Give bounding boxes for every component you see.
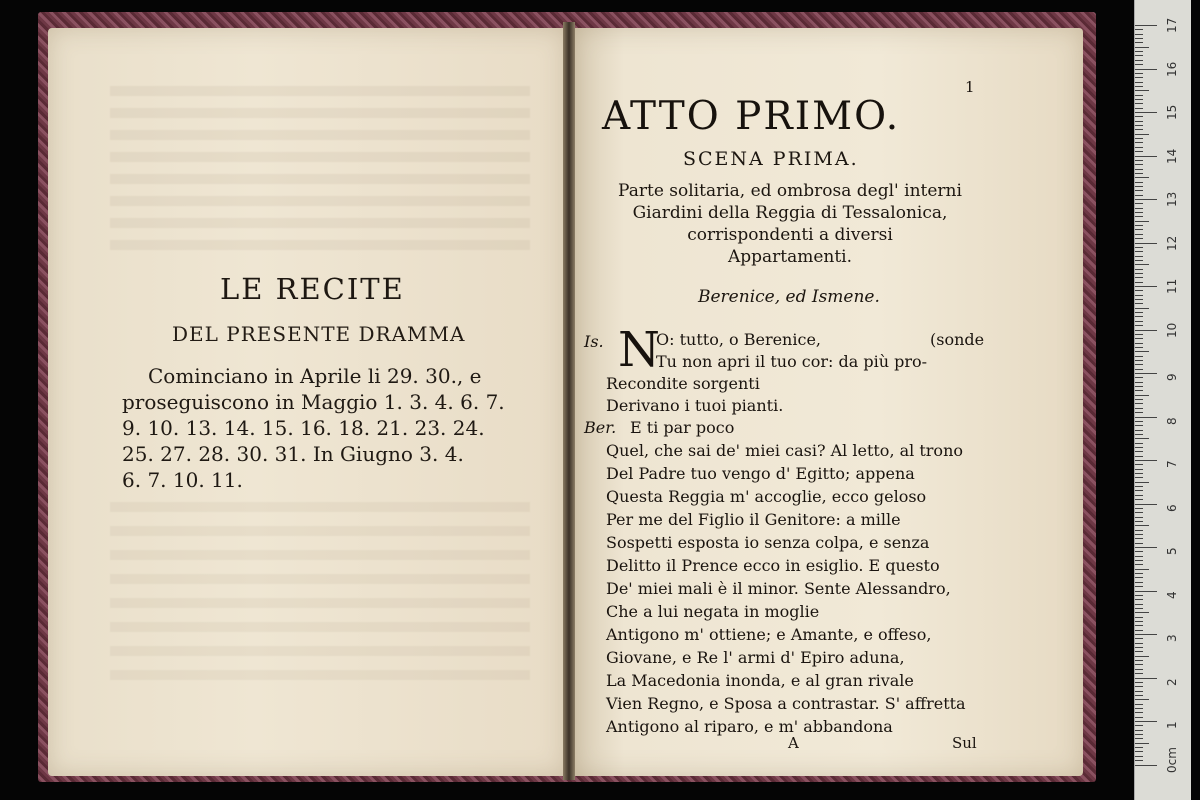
ruler-tick <box>1135 347 1143 348</box>
ruler-tick <box>1135 682 1143 683</box>
ruler-tick <box>1135 582 1143 583</box>
speaker-ismene: Is. <box>584 332 604 351</box>
ruler-tick <box>1135 264 1149 265</box>
ruler-tick <box>1135 538 1143 539</box>
ruler-tick <box>1135 29 1143 30</box>
ruler-tick <box>1135 199 1157 200</box>
ruler-tick <box>1135 186 1143 187</box>
ruler-tick <box>1135 108 1143 109</box>
ruler-tick <box>1135 569 1149 570</box>
recite-subtitle: DEL PRESENTE DRAMMA <box>172 322 466 346</box>
ruler-tick <box>1135 134 1149 135</box>
ruler-number: 14 <box>1165 148 1179 164</box>
scene-setting <box>590 180 990 268</box>
ruler-tick <box>1135 595 1143 596</box>
ruler-tick <box>1135 147 1143 148</box>
ruler-tick <box>1135 260 1143 261</box>
ruler-number: 2 <box>1165 677 1179 686</box>
speaker-berenice: Ber. <box>584 418 617 437</box>
verse-line: Del Padre tuo vengo d' Egitto; appena <box>606 464 915 483</box>
ruler-tick <box>1135 77 1143 78</box>
ruler-tick <box>1135 586 1143 587</box>
ruler-tick <box>1135 543 1143 544</box>
ruler-tick <box>1135 495 1143 496</box>
ruler-tick <box>1135 604 1143 605</box>
ruler-tick <box>1135 699 1149 700</box>
ruler-tick <box>1135 499 1143 500</box>
verse-line: Per me del Figlio il Genitore: a mille <box>606 510 901 529</box>
ruler-tick <box>1135 195 1143 196</box>
ruler-tick <box>1135 651 1143 652</box>
ruler-tick <box>1135 282 1143 283</box>
ruler-tick <box>1135 234 1143 235</box>
ruler-number: 0cm <box>1165 746 1179 773</box>
ruler-tick <box>1135 251 1143 252</box>
ruler-tick <box>1135 160 1143 161</box>
ruler-tick <box>1135 86 1143 87</box>
ruler-number: 9 <box>1165 373 1179 381</box>
ruler-tick <box>1135 617 1143 618</box>
ruler-tick <box>1135 564 1143 565</box>
ruler-tick <box>1135 295 1143 296</box>
verse-line: Antigono m' ottiene; e Amante, e offeso, <box>606 625 932 644</box>
ruler-tick <box>1135 504 1157 505</box>
ruler-tick <box>1135 756 1143 757</box>
ruler-tick <box>1135 243 1157 244</box>
ruler-tick <box>1135 512 1143 513</box>
ruler-tick <box>1135 447 1143 448</box>
ruler-number: 11 <box>1165 278 1179 294</box>
ruler-tick <box>1135 621 1143 622</box>
ruler-tick <box>1135 60 1143 61</box>
ruler-tick <box>1135 691 1143 692</box>
ruler-tick <box>1135 377 1143 378</box>
ruler-tick <box>1135 73 1143 74</box>
ruler-tick <box>1135 156 1157 157</box>
ruler-tick <box>1135 395 1149 396</box>
dates-line: proseguiscono in Maggio 1. 3. 4. 6. 7. <box>122 390 505 414</box>
ruler-tick <box>1135 664 1143 665</box>
ruler-tick <box>1135 469 1143 470</box>
ruler-tick <box>1135 138 1143 139</box>
ruler-tick <box>1135 638 1143 639</box>
verse-line: (sonde <box>930 330 985 349</box>
ruler-tick <box>1135 325 1143 326</box>
ruler-tick <box>1135 560 1143 561</box>
verse-line: Questa Reggia m' accoglie, ecco geloso <box>606 487 927 506</box>
setting-line: Appartamenti. <box>727 247 853 267</box>
ruler-tick <box>1135 608 1143 609</box>
ruler-tick <box>1135 438 1149 439</box>
ruler-tick <box>1135 547 1157 548</box>
ruler-number: 4 <box>1165 590 1179 599</box>
ruler-tick <box>1135 660 1143 661</box>
recite-title: LE RECITE <box>220 272 405 306</box>
ruler-number: 17 <box>1165 17 1179 33</box>
ruler-tick <box>1135 208 1143 209</box>
ruler-tick <box>1135 303 1143 304</box>
verse-line: Vien Regno, e Sposa a contrastar. S' affretta <box>606 694 966 713</box>
ruler-tick <box>1135 151 1143 152</box>
ruler-number: 10 <box>1165 322 1179 338</box>
ruler-tick <box>1135 169 1143 170</box>
verse-line: O: tutto, o Berenice, <box>656 330 821 349</box>
ruler-tick <box>1135 47 1149 48</box>
scene-title: SCENA PRIMA. <box>683 148 859 170</box>
ruler-tick <box>1135 399 1143 400</box>
ruler-tick <box>1135 556 1143 557</box>
ruler-tick <box>1135 343 1143 344</box>
ruler-tick <box>1135 534 1143 535</box>
verse-line: Tu non apri il tuo cor: da più pro- <box>656 352 928 371</box>
verse-line: Giovane, e Re l' armi d' Epiro aduna, <box>606 648 905 667</box>
ruler-tick <box>1135 403 1143 404</box>
ruler-tick <box>1135 125 1143 126</box>
ruler-tick <box>1135 738 1143 739</box>
ruler-tick <box>1135 69 1157 70</box>
show-through-texture-lower <box>110 500 530 680</box>
ruler-tick <box>1135 351 1149 352</box>
ruler-tick <box>1135 51 1143 52</box>
ruler-tick <box>1135 182 1143 183</box>
ruler-tick <box>1135 412 1143 413</box>
drop-cap: N <box>618 322 660 378</box>
characters-list: Berenice, ed Ismene. <box>698 287 880 307</box>
ruler-tick <box>1135 25 1157 26</box>
show-through-texture <box>110 80 530 250</box>
verse-line: Che a lui negata in moglie <box>606 602 820 621</box>
ruler-tick <box>1135 369 1143 370</box>
ruler-tick <box>1135 360 1143 361</box>
ruler-tick <box>1135 356 1143 357</box>
ruler-tick <box>1135 577 1143 578</box>
ruler-tick <box>1135 229 1143 230</box>
ruler-tick <box>1135 630 1143 631</box>
catchword: Sul <box>952 734 977 752</box>
ruler-number: 1 <box>1165 721 1179 729</box>
ruler-tick <box>1135 425 1143 426</box>
ruler-tick <box>1135 669 1143 670</box>
dates-line: Cominciano in Aprile li 29. 30., e <box>148 364 482 388</box>
ruler-tick <box>1135 408 1143 409</box>
ruler-tick <box>1135 290 1143 291</box>
ruler-tick <box>1135 717 1143 718</box>
ruler-tick <box>1135 390 1143 391</box>
ruler-tick <box>1135 734 1143 735</box>
ruler-tick <box>1135 656 1149 657</box>
ruler-tick <box>1135 712 1143 713</box>
ruler-tick <box>1135 591 1157 592</box>
ruler-tick <box>1135 417 1157 418</box>
ruler-tick <box>1135 95 1143 96</box>
ruler-tick <box>1135 247 1143 248</box>
ruler-tick <box>1135 678 1157 679</box>
ruler-tick <box>1135 129 1143 130</box>
ruler-tick <box>1135 451 1143 452</box>
ruler-tick <box>1135 530 1143 531</box>
ruler-tick <box>1135 704 1143 705</box>
ruler-number: 12 <box>1165 235 1179 251</box>
ruler-tick <box>1135 517 1143 518</box>
ruler-tick <box>1135 708 1143 709</box>
ruler-tick <box>1135 142 1143 143</box>
ruler-tick <box>1135 434 1143 435</box>
ruler-tick <box>1135 382 1143 383</box>
ruler-tick <box>1135 121 1143 122</box>
ruler-tick <box>1135 103 1143 104</box>
ruler-tick <box>1135 464 1143 465</box>
ruler-tick <box>1135 508 1143 509</box>
ruler-tick <box>1135 443 1143 444</box>
verse-line: Delitto il Prence ecco in esiglio. E questo <box>606 556 940 575</box>
ruler-number: 13 <box>1165 191 1179 207</box>
ruler-tick <box>1135 299 1143 300</box>
verse-line: E ti par poco <box>630 418 735 437</box>
ruler-tick <box>1135 751 1143 752</box>
ruler-number: 7 <box>1165 460 1179 468</box>
ruler-tick <box>1135 308 1149 309</box>
ruler-tick <box>1135 747 1143 748</box>
ruler-tick <box>1135 216 1143 217</box>
ruler-tick <box>1135 460 1157 461</box>
act-title: ATTO PRIMO. <box>602 94 901 139</box>
ruler-tick <box>1135 34 1143 35</box>
ruler-tick <box>1135 221 1149 222</box>
verse-line: De' miei mali è il minor. Sente Alessandro, <box>606 579 951 598</box>
ruler-number: 5 <box>1165 547 1179 555</box>
setting-line: Giardini della Reggia di Tessalonica, <box>632 203 948 223</box>
ruler-tick <box>1135 330 1157 331</box>
ruler-tick <box>1135 386 1143 387</box>
ruler-tick <box>1135 525 1149 526</box>
ruler-tick <box>1135 173 1143 174</box>
ruler-number: 15 <box>1165 104 1179 120</box>
ruler-tick <box>1135 686 1143 687</box>
ruler-tick <box>1135 456 1143 457</box>
verse-line: Sospetti esposta io senza colpa, e senza <box>606 533 930 552</box>
ruler-tick <box>1135 490 1143 491</box>
ruler-tick <box>1135 521 1143 522</box>
ruler-tick <box>1135 673 1143 674</box>
ruler-tick <box>1135 212 1143 213</box>
ruler-tick <box>1135 730 1143 731</box>
ruler-tick <box>1135 64 1143 65</box>
ruler-tick <box>1135 482 1149 483</box>
performance-dates <box>122 363 542 493</box>
verse-line: Quel, che sai de' miei casi? Al letto, al trono <box>606 441 963 460</box>
verse-line: Derivano i tuoi pianti. <box>606 396 784 415</box>
ruler-tick <box>1135 573 1143 574</box>
ruler-tick <box>1135 316 1143 317</box>
ruler-tick <box>1135 177 1149 178</box>
ruler-tick <box>1135 269 1143 270</box>
ruler-tick <box>1135 334 1143 335</box>
dates-line: 6. 7. 10. 11. <box>122 468 243 492</box>
ruler-number: 6 <box>1165 503 1179 512</box>
dates-line: 9. 10. 13. 14. 15. 16. 18. 21. 23. 24. <box>122 416 485 440</box>
ruler-tick <box>1135 190 1143 191</box>
ruler-tick <box>1135 721 1157 722</box>
ruler-tick <box>1135 647 1143 648</box>
ruler-tick <box>1135 256 1143 257</box>
ruler-tick <box>1135 273 1143 274</box>
ruler-tick <box>1135 373 1157 374</box>
ruler-tick <box>1135 743 1149 744</box>
ruler-tick <box>1135 38 1143 39</box>
setting-line: corrispondenti a diversi <box>687 225 893 245</box>
ruler-number: 8 <box>1165 416 1179 425</box>
ruler-tick <box>1135 364 1143 365</box>
ruler-tick <box>1135 551 1143 552</box>
ruler-tick <box>1135 82 1143 83</box>
ruler-tick <box>1135 90 1149 91</box>
ruler-tick <box>1135 99 1143 100</box>
ruler-tick <box>1135 321 1143 322</box>
page-number: 1 <box>965 78 975 96</box>
verse-line: Antigono al riparo, e m' abbandona <box>606 717 893 736</box>
ruler-tick <box>1135 599 1143 600</box>
ruler-tick <box>1135 765 1157 766</box>
ruler-tick <box>1135 625 1143 626</box>
ruler-tick <box>1135 238 1143 239</box>
verse-line: Recondite sorgenti <box>606 374 760 393</box>
ruler-tick <box>1135 430 1143 431</box>
ruler-tick <box>1135 612 1149 613</box>
ruler-number: 16 <box>1165 61 1179 77</box>
ruler-tick <box>1135 725 1143 726</box>
ruler-number: 3 <box>1165 634 1179 642</box>
ruler-tick <box>1135 312 1143 313</box>
dates-line: 25. 27. 28. 30. 31. In Giugno 3. 4. <box>122 442 464 466</box>
ruler-tick <box>1135 286 1157 287</box>
ruler-tick <box>1135 164 1143 165</box>
ruler-tick <box>1135 116 1143 117</box>
ruler-tick <box>1135 338 1143 339</box>
ruler-tick <box>1135 477 1143 478</box>
ruler-tick <box>1135 760 1143 761</box>
ruler-tick <box>1135 473 1143 474</box>
ruler-tick <box>1135 277 1143 278</box>
verse-line: La Macedonia inonda, e al gran rivale <box>606 671 914 690</box>
setting-line: Parte solitaria, ed ombrosa degl' interni <box>618 181 962 201</box>
ruler-tick <box>1135 421 1143 422</box>
ruler-tick <box>1135 486 1143 487</box>
ruler-tick <box>1135 695 1143 696</box>
signature-mark: A <box>788 734 799 752</box>
ruler-tick <box>1135 55 1143 56</box>
ruler-tick <box>1135 225 1143 226</box>
ruler-tick <box>1135 42 1143 43</box>
book-gutter <box>563 22 575 780</box>
ruler-tick <box>1135 203 1143 204</box>
measurement-ruler <box>1134 0 1191 800</box>
ruler-tick <box>1135 643 1143 644</box>
ruler-tick <box>1135 634 1157 635</box>
ruler-tick <box>1135 112 1157 113</box>
